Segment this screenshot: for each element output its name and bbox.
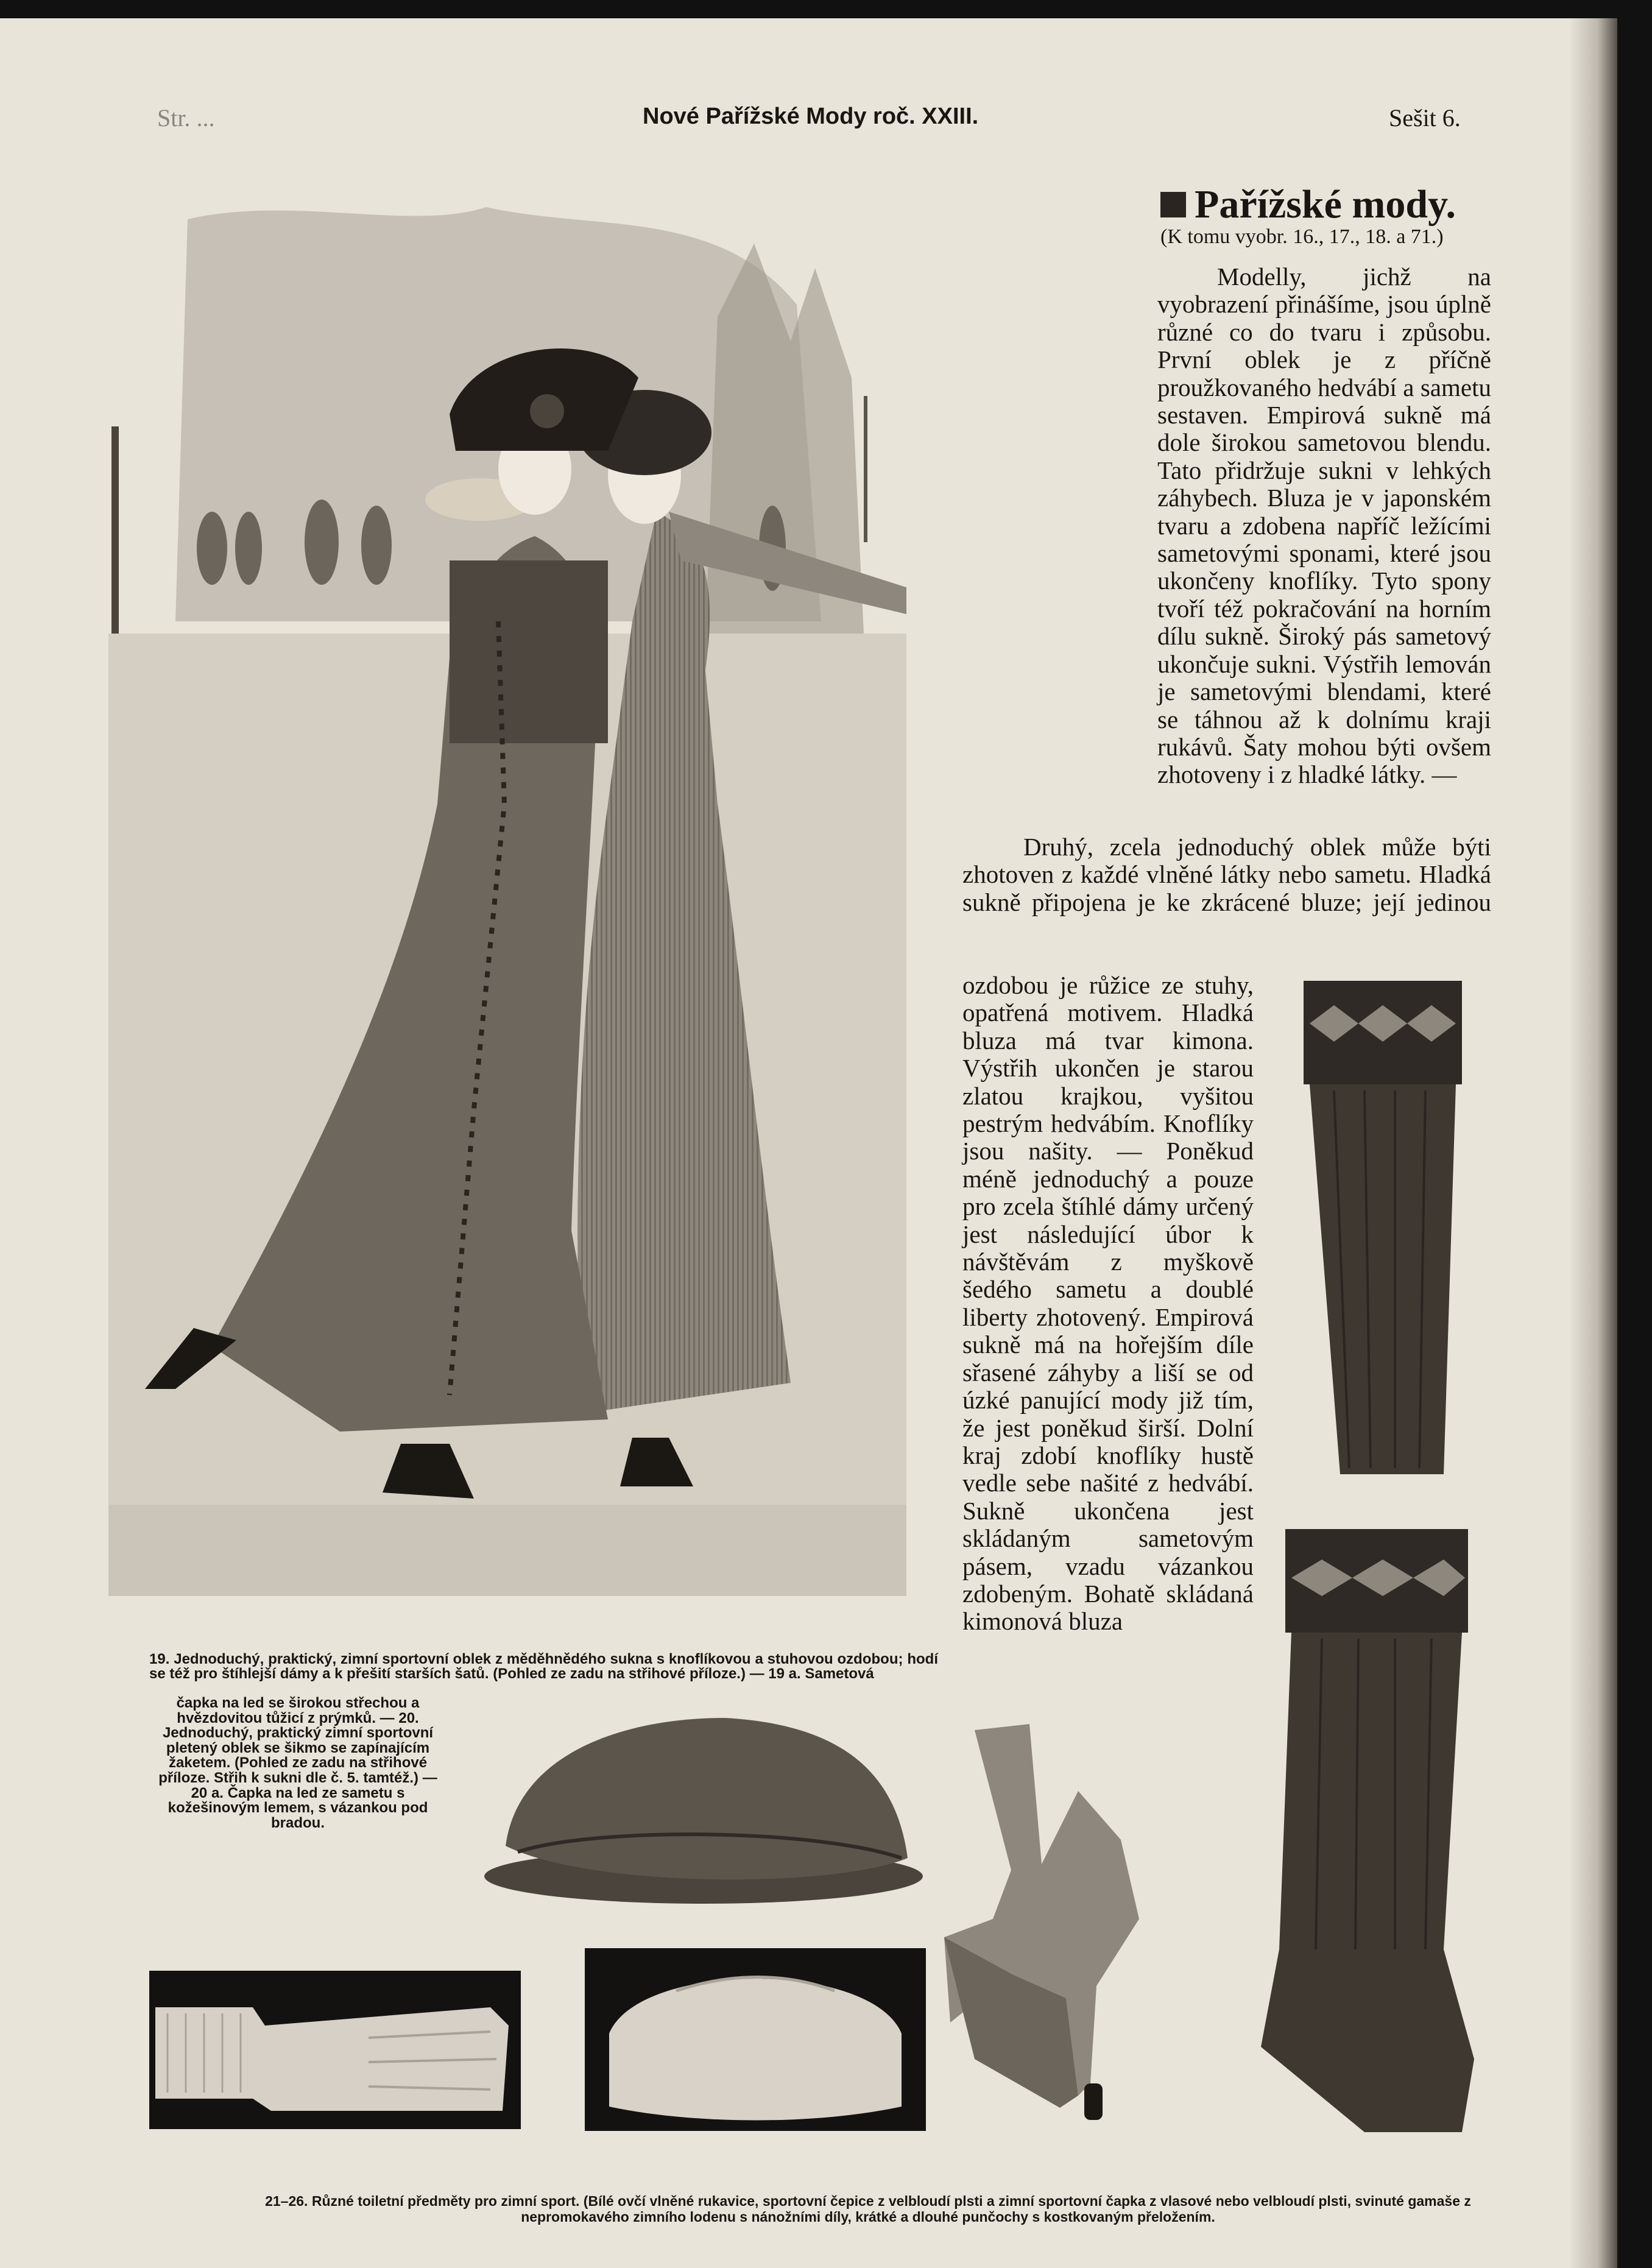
article-paragraph-3: ozdobou je růžice ze stuhy, opatřená motivem. Hladká bluza má tvar kimona. Výstřih ukončen je starou zlatou krajkou, vyšitou pestrým hedvábím. Knoflíky jsou našity. — Poněkud méně jednoduchý a pouze pro zcela štíhlé dámy určený jest následující úbor k návštěvám z myškově šedého sametu a doublé liberty zhotovený. Empirová sukně má na hořejším díle sřasené záhyby a liší se od úzké panující mody již tím, že jest poněkud širší. Dolní kraj zdobí knoflíky hustě vedle sebe našité z hedvábí. Sukně ukončena jest skládaným sametovým pásem, vzadu vázankou zdobeným. Bohatě skládaná kimonová bluza <box>962 971 1254 1636</box>
sport-cap-illustration <box>469 1706 938 1907</box>
article-subtitle: (K tomu vyobr. 16., 17., 18. a 71.) <box>1160 225 1444 248</box>
magazine-page <box>0 18 1617 2268</box>
figure-caption-19: 19. Jednoduchý, praktický, zimní sportovní oblek z měděhnědého sukna s knoflíkovou a stuhovou ozdobou; hodí se též pro štíhlejší dámy a k přešití starších šatů. (Pohled ze zadu na střihové příloze.) — 19 a. Sametová <box>149 1651 938 1682</box>
short-sock-illustration <box>1297 975 1468 1493</box>
issue-number-header: Sešit 6. <box>1389 104 1461 132</box>
article-paragraph-2: Druhý, zcela jednoduchý oblek může býti zhotoven z každé vlněné látky nebo sametu. Hladká sukně připojena je ke zkrácené bluze; její jedinou <box>962 833 1491 916</box>
skaters-illustration <box>108 195 906 1596</box>
article-paragraph-1: Modelly, jichž na vyobrazení přinášíme, jsou úplně různé co do tvaru i způsobu. První oblek je z příčně proužkovaného hedvábí a sametu sestaven. Empirová sukně má dole širokou sametovou blendu. Tato přidržuje sukni v lehkých záhybech. Bluza je v japonském tvaru a zdobena napříč ležícími sametovými sponami, které jsou ukončeny knoflíky. Tyto spony tvoří též pokračování na horním dílu sukně. Široký pás sametový ukončuje sukni. Výstřih lemován je sametovými blendami, které se táhnou až k dolnímu kraji rukávů. Šaty mohou býti ovšem zhotoveny i z hladké látky. — <box>1157 263 1491 789</box>
page-number-header: Str. ... <box>157 104 215 132</box>
article-title-text: Pařížské mody. <box>1195 182 1456 227</box>
article-title <box>1160 182 1456 228</box>
white-gloves-photo <box>149 1971 521 2129</box>
figure-caption-20: čapka na led se širokou střechou a hvězdovitou tůžicí z prýmků. — 20. Jednoduchý, praktický zimní sportovní pletený oblek se šikmo se zapínajícím žaketem. (Pohled ze zadu na střihové příloze. Střih k sukni dle č. 5. tamtéž.) — 20 a. Čapka na led ze sametu s kožešinovým lemem, s vázankou pod bradou. <box>158 1695 437 1831</box>
rolled-gaiter-illustration <box>938 1718 1206 2157</box>
felt-sport-hat-photo <box>585 1948 926 2131</box>
long-sock-illustration <box>1243 1523 1511 2181</box>
magazine-title-header: Nové Pařížské Mody roč. XXIII. <box>643 104 979 129</box>
title-ornament-icon <box>1160 192 1186 217</box>
accessories-caption: 21–26. Různé toiletní předměty pro zimní sport. (Bílé ovčí vlněné rukavice, sportovní čepice z velbloudí plsti a zimní sportovní čapka z vlasové nebo velbloudí plsti, svinuté gamaše z nepromokavého zimního lodenu s nánožními díly, krátké a dlouhé punčochy s kostkovaným přeložením. <box>265 2193 1471 2225</box>
